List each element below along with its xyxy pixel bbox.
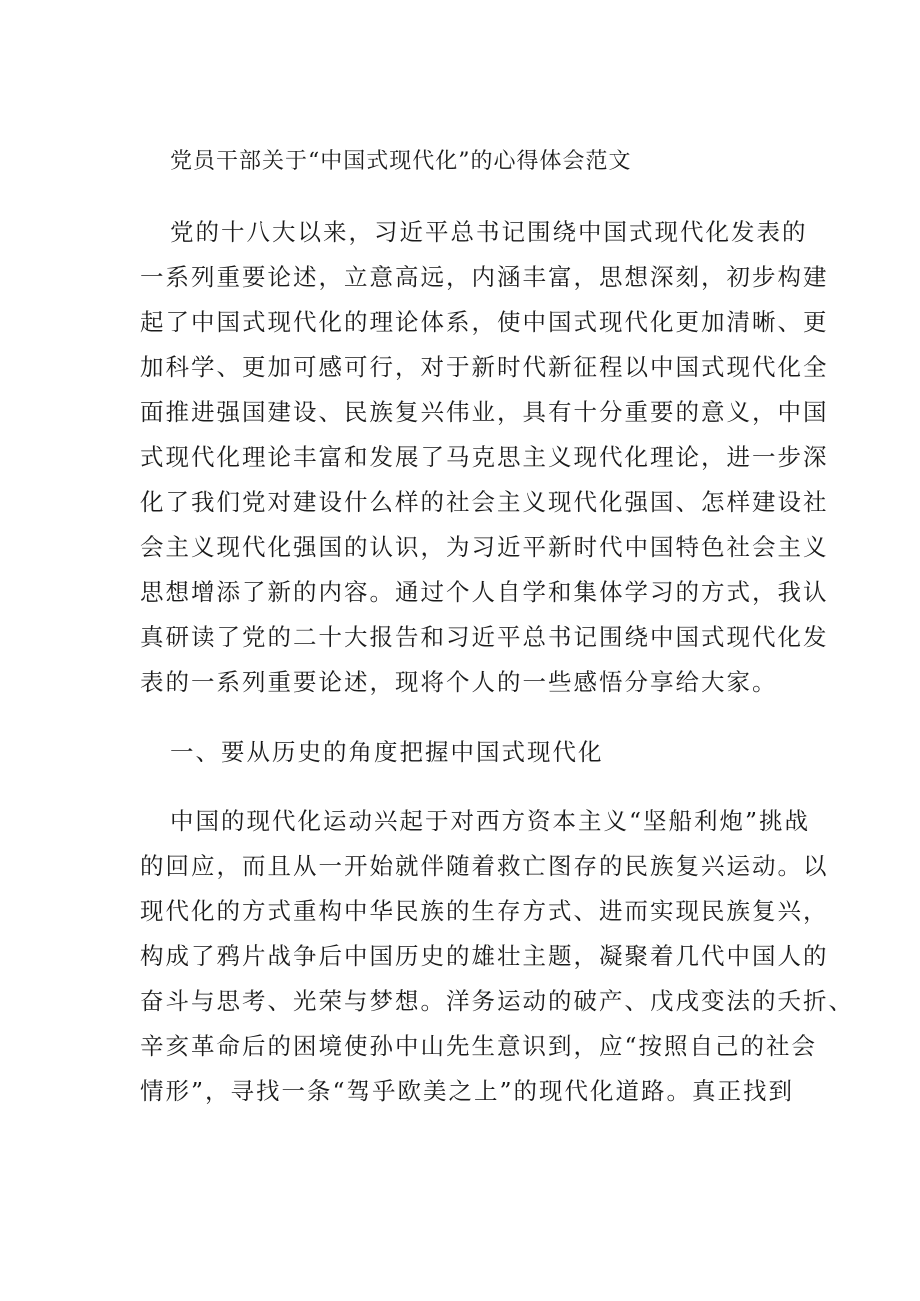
paragraph-line: 一系列重要论述，立意高远，内涵丰富，思想深刻，初步构建 <box>140 263 829 291</box>
paragraph-line: 辛亥革命后的困境使孙中山先生意识到，应“按照自己的社会 <box>140 1032 818 1060</box>
paragraph-line: 构成了鸦片战争后中国历史的雄壮主题，凝聚着几代中国人的 <box>140 942 829 970</box>
paragraph-line: 党的十八大以来，习近平总书记围绕中国式现代化发表的 <box>170 218 808 246</box>
paragraph-line: 现代化的方式重构中华民族的生存方式、进而实现民族复兴， <box>140 897 829 925</box>
paragraph-line: 起了中国式现代化的理论体系，使中国式现代化更加清晰、更 <box>140 308 829 336</box>
document-title: 党员干部关于“中国式现代化”的心得体会范文 <box>170 149 632 174</box>
paragraph-line: 加科学、更加可感可行，对于新时代新征程以中国式现代化全 <box>140 353 829 381</box>
paragraph-line: 奋斗与思考、光荣与梦想。洋务运动的破产、戊戌变法的夭折、 <box>140 987 854 1015</box>
paragraph-line: 化了我们党对建设什么样的社会主义现代化强国、怎样建设社 <box>140 488 829 516</box>
paragraph-line: 的回应，而且从一开始就伴随着救亡图存的民族复兴运动。以 <box>140 852 829 880</box>
section-heading: 一、要从历史的角度把握中国式现代化 <box>170 738 604 766</box>
paragraph-line: 会主义现代化强国的认识，为习近平新时代中国特色社会主义 <box>140 533 829 561</box>
paragraph-line: 式现代化理论丰富和发展了马克思主义现代化理论，进一步深 <box>140 443 829 471</box>
paragraph-line: 真研读了党的二十大报告和习近平总书记围绕中国式现代化发 <box>140 623 829 651</box>
paragraph-line: 中国的现代化运动兴起于对西方资本主义“坚船利炮”挑战 <box>170 807 811 835</box>
paragraph-line: 表的一系列重要论述，现将个人的一些感悟分享给大家。 <box>140 668 778 696</box>
paragraph-line: 面推进强国建设、民族复兴伟业，具有十分重要的意义，中国 <box>140 398 829 426</box>
paragraph-line: 情形”，寻找一条“驾乎欧美之上”的现代化道路。真正找到 <box>140 1077 795 1105</box>
paragraph-line: 思想增添了新的内容。通过个人自学和集体学习的方式，我认 <box>140 578 829 606</box>
